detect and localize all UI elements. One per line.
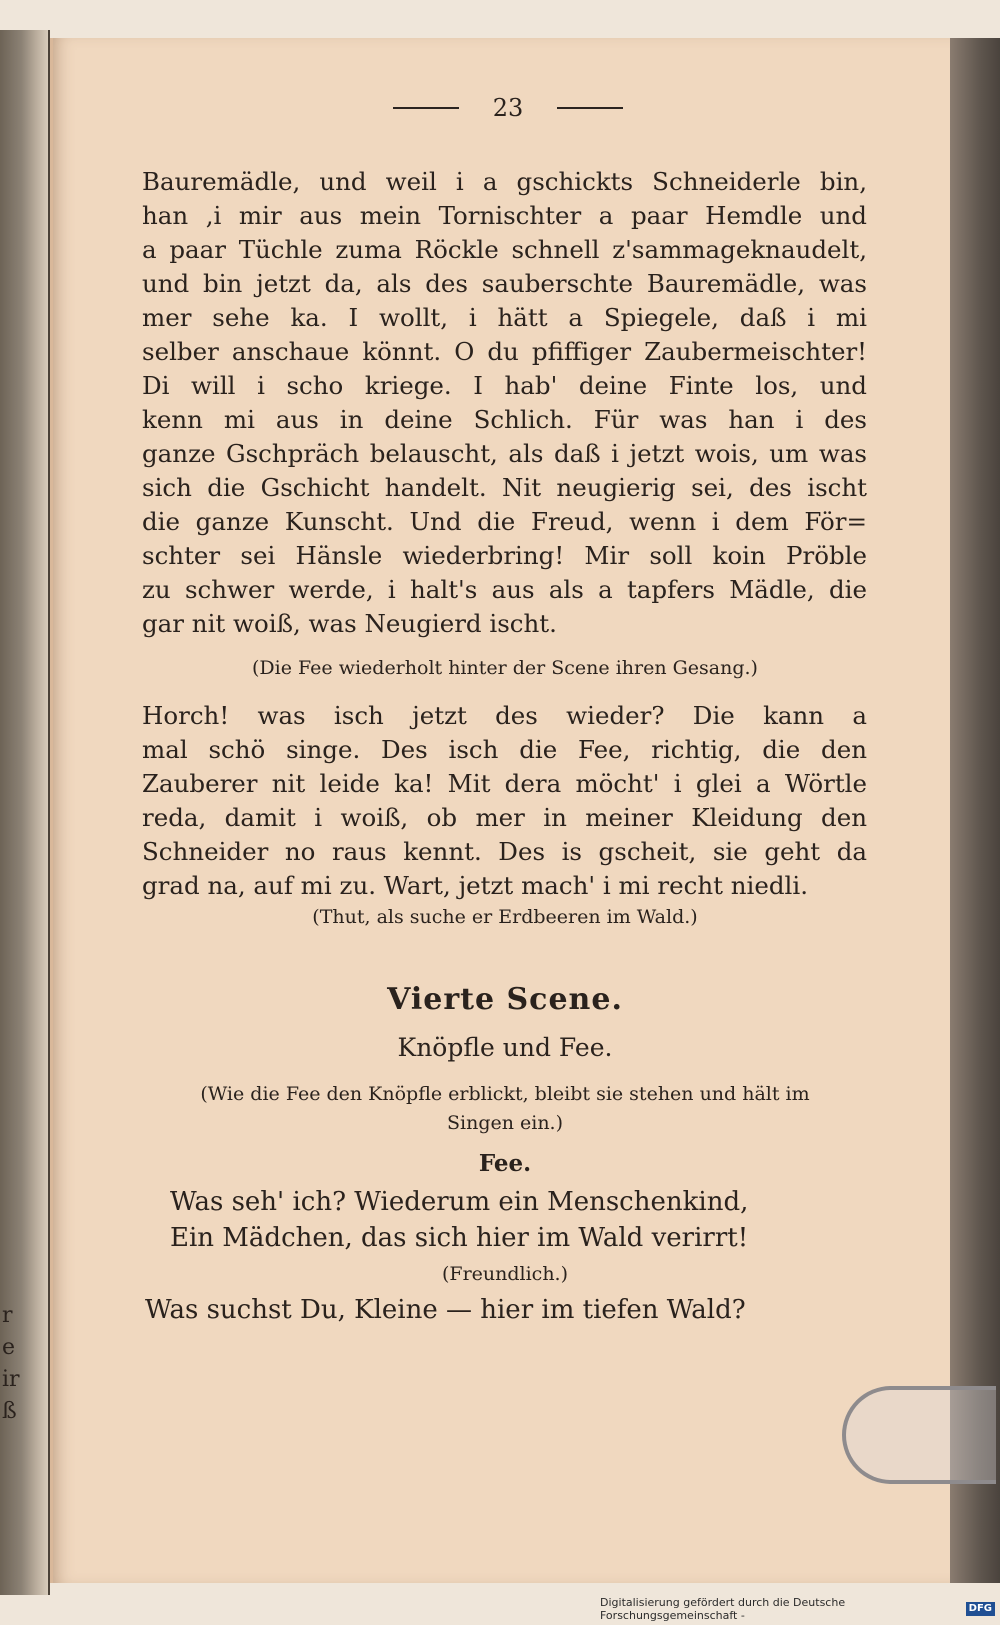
left-fragment: e [2,1335,16,1360]
stage-direction: (Die Fee wiederholt hinter der Scene ihren Gesang.) [252,657,758,679]
scene-title: Vierte Scene. [387,982,623,1017]
text-line: Horch! was isch jetzt des wieder? Die kann a [142,701,867,730]
text-line: Bauremädle, und weil i a gschickts Schneiderle bin, [142,167,867,196]
page-number: 23 [492,94,524,122]
text-line: Schneider no raus kennt. Des is gscheit, sie geht da [142,837,867,866]
verse-line: Was seh' ich? Wiederum ein Menschenkind, [170,1187,749,1217]
text-line: han ,i mir aus mein Tornischter a paar Hemdle und [142,201,867,230]
stage-direction: (Thut, als suche er Erdbeeren im Wald.) [312,906,698,928]
speaker-name: Fee. [478,1150,532,1177]
header-rule-right [557,107,623,109]
text-line: Di will i scho kriege. I hab' deine Finte los, und [142,371,867,400]
page-header [383,90,633,126]
text-line: Zauberer nit leide ka! Mit dera möcht' i glei a Wörtle [142,769,867,798]
stage-direction: Singen ein.) [446,1112,564,1134]
text-line: a paar Tüchle zuma Röckle schnell z'sammageknaudelt, [142,235,867,264]
left-fragment: ir [2,1367,20,1392]
text-line: gar nit woiß, was Neugierd ischt. [142,609,557,638]
text-line: zu schwer werde, i halt's aus als a tapfers Mädle, die [142,575,867,604]
text-line: grad na, auf mi zu. Wart, jetzt mach' i mi recht niedli. [142,871,809,900]
text-line: und bin jetzt da, als des sauberschte Bauremädle, was [142,269,867,298]
text-line: kenn mi aus in deine Schlich. Für was han i des [142,405,867,434]
text-line: die ganze Kunscht. Und die Freud, wenn i dem För= [142,507,867,536]
left-page-fragments [2,1300,32,1428]
stage-direction: (Freundlich.) [441,1263,569,1285]
verse-line: Was suchst Du, Kleine — hier im tiefen Wald? [145,1295,746,1325]
paper-clip [842,1386,996,1484]
stage-direction: (Wie die Fee den Knöpfle erblickt, bleibt sie stehen und hält im [200,1083,810,1105]
header-rule-left [393,107,459,109]
text-line: mer sehe ka. I wollt, i hätt a Spiegele, daß i mi [142,303,867,332]
digitization-footer [600,1598,995,1620]
verse-line: Ein Mädchen, das sich hier im Wald verirrt! [170,1223,749,1253]
text-line: schter sei Hänsle wiederbring! Mir soll koin Pröble [142,541,867,570]
text-line: ganze Gschpräch belauscht, als daß i jetzt wois, um was [142,439,867,468]
text-line: sich die Gschicht handelt. Nit neugierig sei, des ischt [142,473,867,502]
left-fragment: r [2,1303,13,1328]
text-line: selber anschaue könnt. O du pfiffiger Zaubermeischter! [142,337,867,366]
footer-text: Digitalisierung gefördert durch die Deutsche Forschungsgemeinschaft - [600,1596,846,1622]
dfg-logo: DFG [966,1602,995,1616]
left-fragment: ß [2,1399,17,1424]
right-background [950,38,1000,1583]
text-line: mal schö singe. Des isch die Fee, richtig, die den [142,735,867,764]
scene-subtitle: Knöpfle und Fee. [397,1033,613,1062]
text-line: reda, damit i woiß, ob mer in meiner Kleidung den [142,803,867,832]
